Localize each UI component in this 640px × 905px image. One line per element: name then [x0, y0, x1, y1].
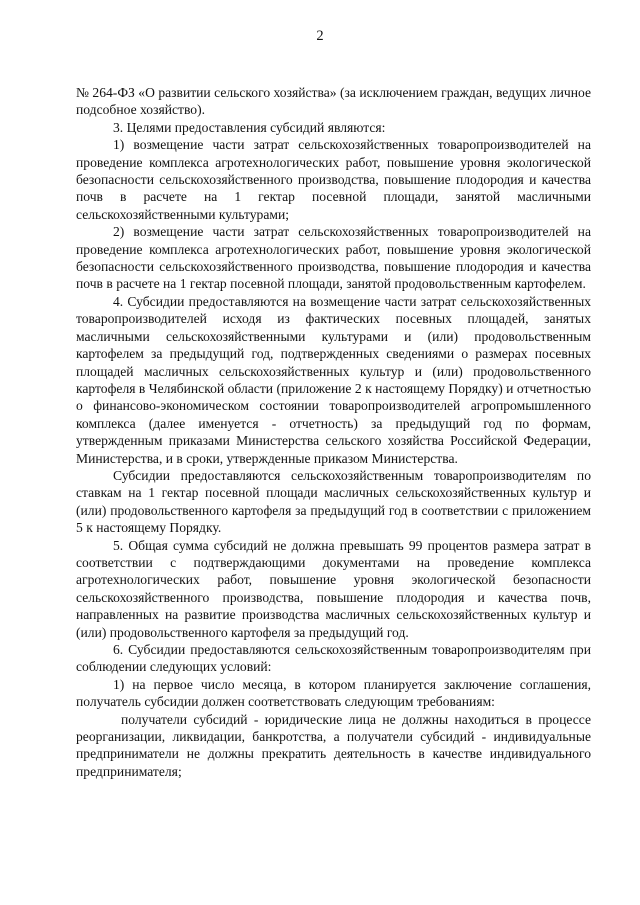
- paragraph: получатели субсидий - юридические лица не должны находиться в процессе реорганизации, ликвидации, банкротства, а получатели субсидий - индивидуальные предприниматели не должны прекратить деятельность в качестве индивидуального предпринимателя;: [76, 711, 591, 779]
- paragraph: № 264-ФЗ «О развитии сельского хозяйства» (за исключением граждан, ведущих личное подсобное хозяйство).: [76, 85, 591, 118]
- paragraph: 6. Субсидии предоставляются сельскохозяйственным товаропроизводителям при соблюдении следующих условий:: [76, 642, 591, 675]
- document-body: [76, 84, 591, 780]
- paragraph: Субсидии предоставляются сельскохозяйственным товаропроизводителям по ставкам на 1 гектар посевной площади масличных сельскохозяйственных культур и (или) продовольственного картофеля за предыдущий год в соответствии с приложением 5 к настоящему Порядку.: [76, 467, 591, 536]
- paragraph: 2) возмещение части затрат сельскохозяйственных товаропроизводителей на проведение комплекса агротехнологических работ, повышение уровня экологической безопасности сельскохозяйственного производства, повышение плодородия и качества почв в расчете на 1 гектар посевной площади, занятой продовольственным картофелем.: [76, 224, 591, 292]
- paragraph: 4. Субсидии предоставляются на возмещение части затрат сельскохозяйственных товаропроизводителей исходя из фактических посевных площадей, занятых масличными сельскохозяйственными культурами и (или) продовольственным картофелем за предыдущий год, подтвержденных сведениями о размерах посевных площадей масличных сельскохозяйственных культур и (или) продовольственного картофеля в Челябинской области (приложение 2 к настоящему Порядку) и отчетностью о финансово-экономическом состоянии товаропроизводителей агропромышленного комплекса (далее именуется - отчетность) за предыдущий год по формам, утвержденным приказами Министерства сельского хозяйства Российской Федерации, Министерства, и в сроки, утвержденные приказом Министерства.: [76, 293, 591, 466]
- paragraph: 3. Целями предоставления субсидий являются:: [113, 119, 386, 135]
- paragraph: 5. Общая сумма субсидий не должна превышать 99 процентов размера затрат в соответствии с подтверждающими документами на проведение комплекса агротехнологических работ, повышение уровня экологической безопасности сельскохозяйственного производства, повышение плодородия и качества почв, направленных на развитие производства масличных сельскохозяйственных культур и (или) продовольственного картофеля за предыдущий год.: [76, 537, 591, 640]
- paragraph: 1) на первое число месяца, в котором планируется заключение соглашения, получатель субсидии должен соответствовать следующим требованиям:: [76, 676, 591, 710]
- page-number: 2: [316, 28, 324, 44]
- paragraph: 1) возмещение части затрат сельскохозяйственных товаропроизводителей на проведение комплекса агротехнологических работ, повышение уровня экологической безопасности сельскохозяйственного производства, повышение плодородия и качества почв в расчете на 1 гектар посевной площади, занятой масличными сельскохозяйственными культурами;: [76, 137, 591, 222]
